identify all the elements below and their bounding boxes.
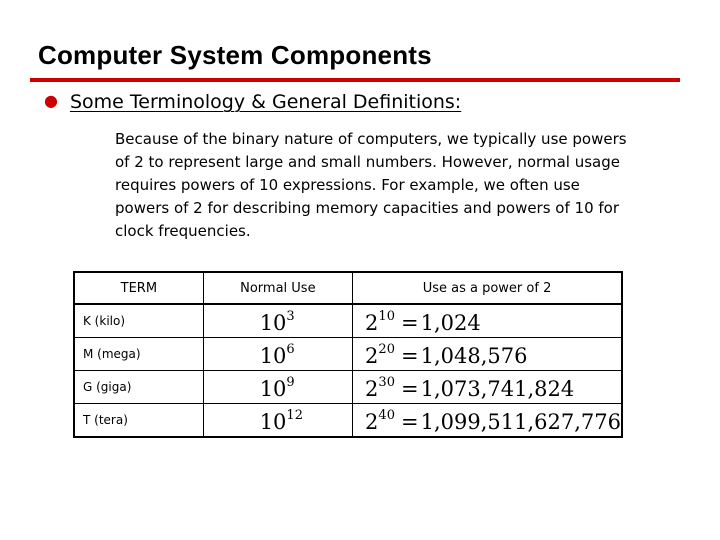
power-of-2-expression (365, 371, 574, 403)
normal-exponent: 9 (286, 375, 295, 390)
term-cell: T (tera) (74, 404, 203, 438)
normal-use-cell (203, 371, 352, 404)
slide-title: Computer System Components (38, 40, 432, 70)
power-of-2-cell (353, 304, 622, 338)
bullet-text: Some Terminology & General Definitions: (69, 91, 462, 113)
normal-base: 10 (259, 410, 287, 434)
power-of-2-expression (365, 305, 481, 337)
normal-base: 10 (259, 344, 287, 368)
power-base: 2 (365, 377, 379, 401)
normal-exponent: 6 (286, 342, 295, 357)
table-row (74, 304, 622, 338)
equals-sign: = (400, 410, 419, 434)
normal-use-expression (260, 305, 295, 337)
normal-use-expression (260, 338, 295, 370)
power-value: 1,073,741,824 (420, 377, 575, 401)
normal-exponent: 12 (286, 408, 303, 423)
normal-use-expression (260, 404, 303, 436)
table-row (74, 371, 622, 404)
table-row (74, 338, 622, 371)
header-term: TERM (74, 272, 203, 304)
normal-use-cell (203, 404, 352, 438)
normal-use-expression (260, 371, 295, 403)
power-value: 1,024 (420, 311, 481, 335)
power-value: 1,048,576 (420, 344, 528, 368)
bullet-dot-icon: ● (44, 91, 58, 110)
power-value: 1,099,511,627,776 (420, 410, 621, 434)
power-base: 2 (365, 410, 379, 434)
normal-use-cell (203, 338, 352, 371)
power-of-2-expression (365, 404, 621, 436)
header-power-of-2: Use as a power of 2 (353, 272, 622, 304)
header-normal-use: Normal Use (203, 272, 352, 304)
term-cell: K (kilo) (74, 304, 203, 338)
normal-base: 10 (259, 311, 287, 335)
power-exponent: 10 (378, 309, 395, 324)
power-of-2-cell (353, 371, 622, 404)
normal-base: 10 (259, 377, 287, 401)
power-base: 2 (365, 311, 379, 335)
power-exponent: 30 (378, 375, 395, 390)
table-header-row (74, 272, 622, 304)
power-exponent: 20 (378, 342, 395, 357)
equals-sign: = (400, 377, 419, 401)
power-of-2-cell (353, 404, 622, 438)
power-of-2-cell (353, 338, 622, 371)
power-base: 2 (365, 344, 379, 368)
equals-sign: = (400, 311, 419, 335)
bullet-item (44, 91, 461, 113)
term-cell: G (giga) (74, 371, 203, 404)
body-paragraph: Because of the binary nature of computers, we typically use powers of 2 to represent large and small numbers. However, normal usage requires powers of 10 expressions. For example, we often use powers of 2 for describing memory capacities and powers of 10 for clock frequencies. (115, 130, 627, 240)
power-of-2-expression (365, 338, 527, 370)
term-cell: M (mega) (74, 338, 203, 371)
power-exponent: 40 (378, 408, 395, 423)
normal-exponent: 3 (286, 309, 295, 324)
normal-use-cell (203, 304, 352, 338)
equals-sign: = (400, 344, 419, 368)
title-underline-rule (30, 78, 680, 82)
table-row (74, 404, 622, 438)
terminology-table (73, 271, 623, 438)
